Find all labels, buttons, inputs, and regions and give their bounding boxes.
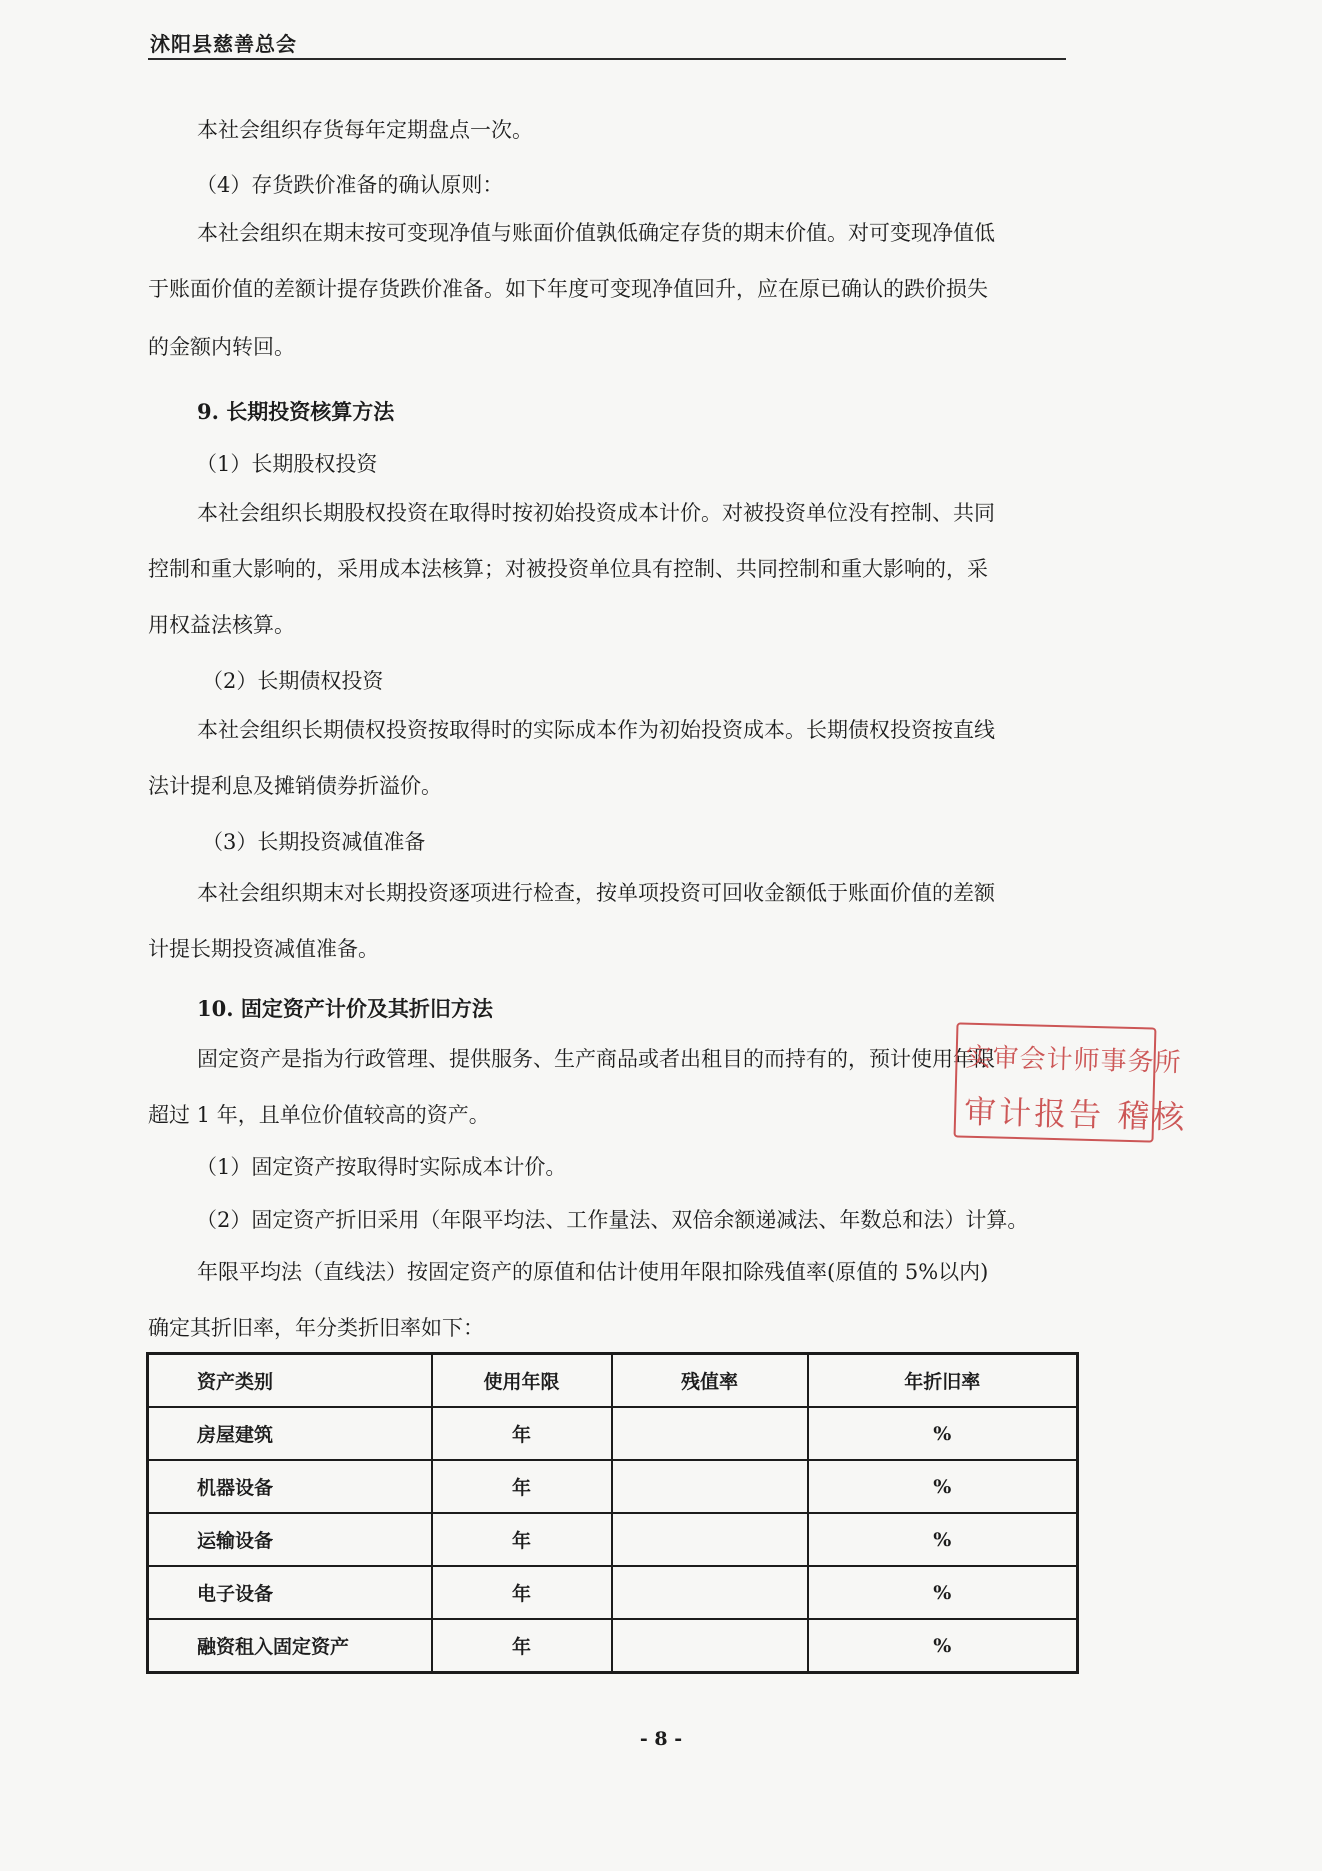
paragraph-line: 本社会组织期末对长期投资逐项进行检查，按单项投资可回收金额低于账面价值的差额: [197, 881, 995, 905]
col-header-annual-depreciation: 年折旧率: [808, 1354, 1078, 1408]
subheading-investment-impairment: （3）长期投资减值准备: [202, 830, 426, 854]
table-row: [148, 1566, 1078, 1619]
cell-residual-rate: [612, 1407, 808, 1460]
table-row: [148, 1407, 1078, 1460]
depreciation-table: [146, 1352, 1079, 1674]
cell-useful-life: 年: [432, 1566, 612, 1619]
cell-useful-life: 年: [432, 1460, 612, 1513]
paragraph-line: 年限平均法（直线法）按固定资产的原值和估计使用年限扣除残值率(原值的 5%以内): [197, 1260, 989, 1284]
cell-annual-depreciation: %: [808, 1566, 1078, 1619]
cell-residual-rate: [612, 1619, 808, 1673]
cell-asset-category: 融资租入固定资产: [148, 1619, 432, 1673]
cell-useful-life: 年: [432, 1513, 612, 1566]
col-header-useful-life: 使用年限: [432, 1354, 612, 1408]
table-row: [148, 1460, 1078, 1513]
col-header-residual-rate: 残值率: [612, 1354, 808, 1408]
cell-annual-depreciation: %: [808, 1513, 1078, 1566]
cell-useful-life: 年: [432, 1619, 612, 1673]
paragraph-line: 法计提利息及摊销债券折溢价。: [148, 774, 442, 798]
cell-annual-depreciation: %: [808, 1460, 1078, 1513]
cell-annual-depreciation: %: [808, 1619, 1078, 1673]
paragraph-line: 固定资产是指为行政管理、提供服务、生产商品或者出租目的而持有的，预计使用年限: [197, 1047, 995, 1071]
table-row: [148, 1513, 1078, 1566]
cell-asset-category: 机器设备: [148, 1460, 432, 1513]
audit-seal-stamp: [954, 1022, 1188, 1142]
header-org-name: 沭阳县慈善总会: [150, 32, 297, 56]
paragraph-line: 用权益法核算。: [148, 613, 295, 637]
cell-asset-category: 运输设备: [148, 1513, 432, 1566]
paragraph-line: 本社会组织长期债权投资按取得时的实际成本作为初始投资成本。长期债权投资按直线: [197, 718, 995, 742]
paragraph-inventory-count: 本社会组织存货每年定期盘点一次。: [197, 118, 533, 142]
stamp-line-2: 审计报告 稽核: [963, 1092, 1188, 1137]
table-header-row: [148, 1354, 1078, 1408]
paragraph-line: 的金额内转回。: [148, 335, 295, 359]
cell-residual-rate: [612, 1460, 808, 1513]
col-header-asset-category: 资产类别: [148, 1354, 432, 1408]
cell-asset-category: 房屋建筑: [148, 1407, 432, 1460]
paragraph-line: 本社会组织在期末按可变现净值与账面价值孰低确定存货的期末价值。对可变现净值低: [197, 221, 995, 245]
page-number: - 8 -: [639, 1728, 683, 1750]
subheading-long-term-equity: （1）长期股权投资: [196, 452, 378, 476]
subheading-depreciation-methods: （2）固定资产折旧采用（年限平均法、工作量法、双倍余额递减法、年数总和法）计算。: [196, 1208, 1029, 1232]
paragraph-line: 本社会组织长期股权投资在取得时按初始投资成本计价。对被投资单位没有控制、共同: [197, 501, 995, 525]
subheading-cost-basis: （1）固定资产按取得时实际成本计价。: [196, 1155, 567, 1179]
header-rule: [148, 58, 1066, 60]
cell-residual-rate: [612, 1513, 808, 1566]
subheading-inventory-impairment: （4）存货跌价准备的确认原则：: [196, 173, 504, 197]
cell-residual-rate: [612, 1566, 808, 1619]
paragraph-line: 确定其折旧率，年分类折旧率如下：: [148, 1316, 484, 1340]
cell-useful-life: 年: [432, 1407, 612, 1460]
paragraph-line: 于账面价值的差额计提存货跌价准备。如下年度可变现净值回升，应在原已确认的跌价损失: [148, 277, 988, 301]
section-heading-10: 10. 固定资产计价及其折旧方法: [197, 996, 493, 1021]
stamp-line-1: 实审会计师事务所: [965, 1042, 1182, 1079]
cell-asset-category: 电子设备: [148, 1566, 432, 1619]
subheading-long-term-debt: （2）长期债权投资: [202, 669, 384, 693]
cell-annual-depreciation: %: [808, 1407, 1078, 1460]
paragraph-line: 超过 1 年，且单位价值较高的资产。: [148, 1103, 490, 1127]
section-heading-9: 9. 长期投资核算方法: [197, 399, 395, 424]
table-row: [148, 1619, 1078, 1673]
paragraph-line: 计提长期投资减值准备。: [148, 937, 379, 961]
paragraph-line: 控制和重大影响的，采用成本法核算；对被投资单位具有控制、共同控制和重大影响的，采: [148, 557, 988, 581]
